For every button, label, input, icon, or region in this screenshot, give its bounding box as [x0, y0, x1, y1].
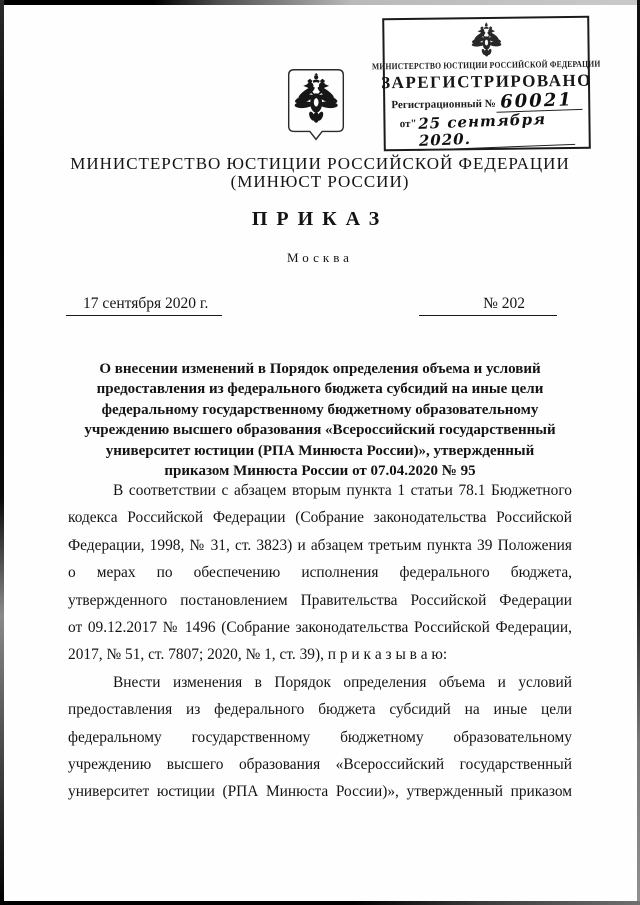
city-label: Москва [287, 250, 353, 265]
scan-border-bottom [0, 901, 640, 905]
org-name [0, 155, 640, 191]
double-headed-eagle-icon [294, 73, 338, 123]
body-line: Федерации, 1998, № 31, ст. 3823) и абзацем третьим пункта 39 Положения [68, 536, 572, 554]
emblem-shield [286, 68, 346, 142]
doc-type-title: ПРИКАЗ [251, 208, 389, 230]
stamp-reg-number-value: 60021 [495, 91, 582, 113]
heading-line: университет юстиции (РПА Минюста России)», утвержденный [105, 442, 535, 459]
stamp-reg-number-label: Регистрационный № [391, 97, 496, 112]
stamp-ministry-name: МИНИСТЕРСТВО ЮСТИЦИИ РОССИЙСКОЙ ФЕДЕРАЦИИ [371, 58, 601, 72]
body-line: учреждению высшего образования «Всероссийский государственный [68, 755, 572, 773]
stamp-date-label: от [399, 117, 411, 131]
body-line: от 09.12.2017 № 1496 (Собрание законодательства Российской Федерации, [68, 618, 572, 636]
body-line: Внести изменения в Порядок определения объема и условий [113, 673, 572, 691]
registration-stamp [371, 16, 601, 152]
heading-line: О внесении изменений в Порядок определения объема и условий [99, 361, 541, 377]
stamp-date-open-quote: " [410, 117, 417, 130]
order-subject-heading [52, 359, 588, 481]
stamp-date-value: 25 сентября 2020. [416, 110, 575, 151]
body-line: утвержденного постановлением Правительства Российской Федерации [68, 591, 572, 609]
doc-date: 17 сентября 2020 г. [66, 295, 222, 316]
body-line: кодекса Российской Федерации (Собрание законодательства Российской [68, 509, 572, 527]
body-line: 2017, № 51, ст. 7807; 2020, № 1, ст. 39), п р и к а з ы в а ю: [68, 646, 448, 664]
date-number-row [66, 295, 557, 316]
body-line: университет юстиции (РПА Минюста России)», утвержденный приказом [68, 783, 572, 801]
heading-line: федеральному государственному бюджетному образовательному [101, 401, 539, 418]
org-name-line1: МИНИСТЕРСТВО ЮСТИЦИИ РОССИЙСКОЙ ФЕДЕРАЦИИ [70, 154, 570, 173]
heading-line: приказом Минюста России от 07.04.2020 № 95 [164, 463, 476, 480]
stamp-date-row [399, 109, 575, 150]
body-line: предоставления из федерального бюджета субсидий на иные цели [68, 701, 572, 719]
scan-border-left [0, 0, 4, 905]
stamp-coat-of-arms-icon [469, 22, 503, 59]
org-name-line2: (МИНЮСТ РОССИИ) [230, 172, 410, 191]
body-line: федеральному государственному бюджетному образовательному [68, 728, 572, 746]
heading-line: предоставления из федерального бюджета субсидий на иные цели [96, 381, 544, 398]
stamp-registered-label: ЗАРЕГИСТРИРОВАНО [381, 70, 592, 93]
body-line: В соответствии с абзацем вторым пункта 1 статьи 78.1 Бюджетного [113, 482, 572, 499]
ministry-emblem [286, 68, 346, 140]
scan-border-top [0, 0, 640, 5]
heading-line: учреждению высшего образования «Всероссийский государственный [84, 422, 556, 439]
order-body [68, 477, 572, 806]
doc-number: № 202 [419, 295, 557, 316]
body-line: о мерах по обеспечению исполнения федерального бюджета, [68, 564, 572, 582]
